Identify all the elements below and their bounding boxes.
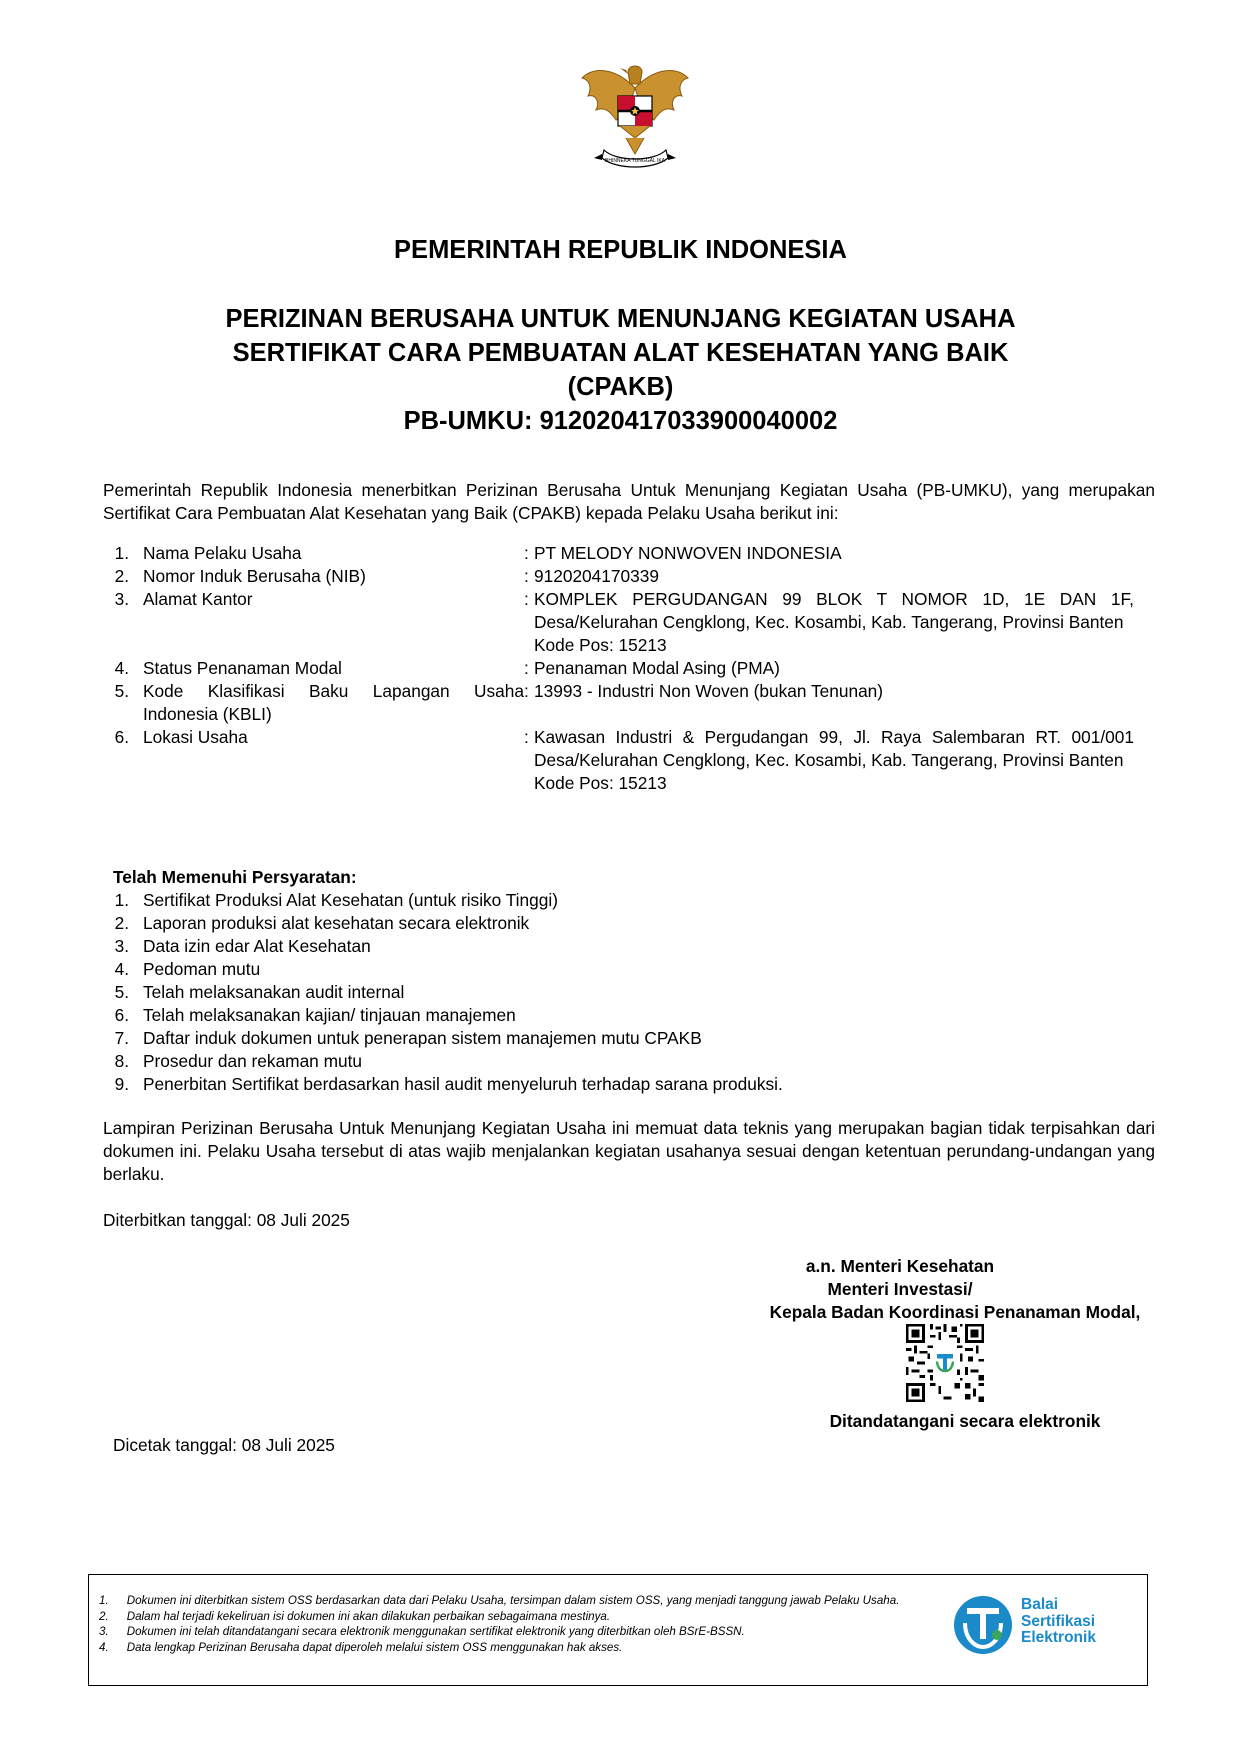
value-line: 13993 - Industri Non Woven (bukan Tenunan) bbox=[534, 681, 884, 701]
colon: : bbox=[524, 589, 529, 609]
requirement-text: Telah melaksanakan audit internal bbox=[143, 982, 405, 1002]
title-line: (CPAKB) bbox=[567, 373, 674, 401]
note-number: 1. bbox=[99, 1594, 109, 1607]
bse-logo bbox=[951, 1593, 1141, 1663]
requirement-text: Sertifikat Produksi Alat Kesehatan (untuk risiko Tinggi) bbox=[143, 890, 558, 910]
garuda-emblem-icon bbox=[576, 58, 694, 176]
issued-date: Diterbitkan tanggal: 08 Juli 2025 bbox=[103, 1210, 350, 1230]
detail-label: Lokasi Usaha bbox=[143, 727, 248, 747]
detail-label: Kode Klasifikasi Baku Lapangan Usaha Indonesia (KBLI) bbox=[143, 681, 524, 724]
detail-number: 1. bbox=[114, 543, 129, 563]
value-line: Penanaman Modal Asing (PMA) bbox=[534, 658, 780, 678]
requirement-number: 4. bbox=[114, 959, 129, 979]
detail-label: Nama Pelaku Usaha bbox=[143, 543, 302, 563]
colon: : bbox=[524, 681, 529, 701]
footer-notes bbox=[99, 1593, 939, 1655]
logo-line: Elektronik bbox=[1021, 1629, 1096, 1646]
requirement-number: 5. bbox=[114, 982, 129, 1002]
detail-row bbox=[103, 565, 1155, 588]
colon: : bbox=[524, 658, 529, 678]
detail-value bbox=[534, 588, 1134, 657]
bse-logo-text bbox=[1021, 1597, 1096, 1647]
detail-value bbox=[534, 680, 1134, 726]
footer-note bbox=[99, 1640, 939, 1656]
business-details-list bbox=[103, 542, 1155, 795]
footer-note bbox=[99, 1593, 939, 1609]
value-line: 9120204170339 bbox=[534, 566, 659, 586]
detail-row bbox=[103, 542, 1155, 565]
emblem-motto: BHINNEKA TUNGGAL IKA bbox=[604, 158, 666, 164]
requirement-text: Pedoman mutu bbox=[143, 959, 261, 979]
requirement-text: Telah melaksanakan kajian/ tinjauan manajemen bbox=[143, 1005, 516, 1025]
requirement-item bbox=[103, 1050, 1155, 1073]
requirement-item bbox=[103, 981, 1155, 1004]
requirement-item bbox=[103, 889, 1155, 912]
value-line: PT MELODY NONWOVEN INDONESIA bbox=[534, 543, 842, 563]
detail-number: 6. bbox=[114, 727, 129, 747]
printed-date: Dicetak tanggal: 08 Juli 2025 bbox=[113, 1435, 335, 1455]
title-line: SERTIFIKAT CARA PEMBUATAN ALAT KESEHATAN YANG BAIK bbox=[232, 339, 1009, 367]
detail-value bbox=[534, 657, 1134, 680]
requirement-number: 3. bbox=[114, 936, 129, 956]
detail-row bbox=[103, 588, 1155, 657]
e-signature-note: Ditandatangani secara elektronik bbox=[829, 1411, 1101, 1431]
detail-number: 5. bbox=[114, 681, 129, 701]
requirement-item bbox=[103, 935, 1155, 958]
signatory-line: a.n. Menteri Kesehatan bbox=[805, 1256, 995, 1276]
note-number: 3. bbox=[99, 1625, 109, 1638]
requirement-number: 6. bbox=[114, 1005, 129, 1025]
value-line: Kode Pos: 15213 bbox=[534, 635, 667, 655]
closing-paragraph: Lampiran Perizinan Berusaha Untuk Menunjang Kegiatan Usaha ini memuat data teknis yang merupakan bagian tidak terpisahkan dari dokumen ini. Pelaku Usaha tersebut di atas wajib menjalankan kegiatan usahanya sesuai dengan ketentuan perundang-undangan yang berlaku. bbox=[103, 1118, 1155, 1184]
signatory-line: Kepala Badan Koordinasi Penanaman Modal, bbox=[769, 1302, 1141, 1322]
detail-label: Nomor Induk Berusaha (NIB) bbox=[143, 566, 366, 586]
requirement-item bbox=[103, 1027, 1155, 1050]
requirement-number: 9. bbox=[114, 1074, 129, 1094]
value-line: Kawasan Industri & Pergudangan 99, Jl. Raya Salembaran RT. 001/001 Desa/Kelurahan Cengklong, Kec. Kosambi, Kab. Tangerang, Provinsi Banten bbox=[534, 727, 1134, 770]
requirements-list bbox=[103, 889, 1155, 1096]
requirement-number: 7. bbox=[114, 1028, 129, 1048]
requirement-item bbox=[103, 1004, 1155, 1027]
detail-label: Alamat Kantor bbox=[143, 589, 253, 609]
intro-paragraph: Pemerintah Republik Indonesia menerbitkan Perizinan Berusaha Untuk Menunjang Kegiatan Usaha (PB-UMKU), yang merupakan Sertifikat Cara Pembuatan Alat Kesehatan yang Baik (CPAKB) kepada Pelaku Usaha berikut ini: bbox=[103, 480, 1155, 523]
requirement-text: Prosedur dan rekaman mutu bbox=[143, 1051, 363, 1071]
value-line: Kode Pos: 15213 bbox=[534, 773, 667, 793]
detail-number: 2. bbox=[114, 566, 129, 586]
note-text: Dokumen ini telah ditandatangani secara elektronik menggunakan sertifikat elektronik yang diterbitkan oleh BSrE-BSSN. bbox=[126, 1625, 745, 1638]
requirement-item bbox=[103, 1073, 1155, 1096]
government-title: PEMERINTAH REPUBLIK INDONESIA bbox=[394, 236, 847, 264]
footer-note bbox=[99, 1624, 939, 1640]
requirement-text: Daftar induk dokumen untuk penerapan sistem manajemen mutu CPAKB bbox=[143, 1028, 702, 1048]
note-text: Dokumen ini diterbitkan sistem OSS berdasarkan data dari Pelaku Usaha, tersimpan dalam sistem OSS, yang menjadi tanggung jawab Pelaku Usaha. bbox=[126, 1594, 900, 1607]
detail-number: 3. bbox=[114, 589, 129, 609]
note-number: 2. bbox=[99, 1609, 109, 1623]
detail-row bbox=[103, 726, 1155, 795]
requirement-number: 1. bbox=[114, 890, 129, 910]
signatory-line: Menteri Investasi/ bbox=[827, 1279, 973, 1299]
footer-note bbox=[99, 1609, 939, 1625]
requirement-number: 2. bbox=[114, 913, 129, 933]
logo-line: Sertifikasi bbox=[1021, 1612, 1096, 1630]
document-title bbox=[0, 302, 1241, 438]
permit-number: PB-UMKU: 912020417033900040002 bbox=[403, 407, 838, 435]
qr-code-icon[interactable] bbox=[906, 1324, 984, 1402]
requirements-title: Telah Memenuhi Persyaratan: bbox=[113, 867, 357, 887]
detail-value bbox=[534, 565, 1134, 588]
footer-box bbox=[88, 1574, 1148, 1686]
logo-line: Balai bbox=[1021, 1596, 1059, 1613]
detail-value bbox=[534, 542, 1134, 565]
detail-number: 4. bbox=[114, 658, 129, 678]
requirement-text: Penerbitan Sertifikat berdasarkan hasil audit menyeluruh terhadap sarana produksi. bbox=[143, 1074, 783, 1094]
colon: : bbox=[524, 566, 529, 586]
title-line: PERIZINAN BERUSAHA UNTUK MENUNJANG KEGIATAN USAHA bbox=[225, 305, 1016, 333]
note-text: Dalam hal terjadi kekeliruan isi dokumen ini akan dilakukan perbaikan sebagaimana mestinya. bbox=[126, 1609, 611, 1623]
bse-logo-icon bbox=[951, 1593, 1015, 1657]
value-line: KOMPLEK PERGUDANGAN 99 BLOK T NOMOR 1D, 1E DAN 1F, Desa/Kelurahan Cengklong, Kec. Kosambi, Kab. Tangerang, Provinsi Banten bbox=[534, 589, 1134, 632]
requirement-text: Data izin edar Alat Kesehatan bbox=[143, 936, 371, 956]
requirement-number: 8. bbox=[114, 1051, 129, 1071]
detail-value bbox=[534, 726, 1134, 795]
requirement-item bbox=[103, 912, 1155, 935]
colon: : bbox=[524, 543, 529, 563]
note-number: 4. bbox=[99, 1640, 109, 1654]
detail-row bbox=[103, 657, 1155, 680]
detail-label: Status Penanaman Modal bbox=[143, 658, 342, 678]
requirement-item bbox=[103, 958, 1155, 981]
colon: : bbox=[524, 727, 529, 747]
note-text: Data lengkap Perizinan Berusaha dapat diperoleh melalui sistem OSS menggunakan hak akses. bbox=[126, 1640, 623, 1654]
detail-row bbox=[103, 680, 1155, 726]
requirement-text: Laporan produksi alat kesehatan secara elektronik bbox=[143, 913, 530, 933]
